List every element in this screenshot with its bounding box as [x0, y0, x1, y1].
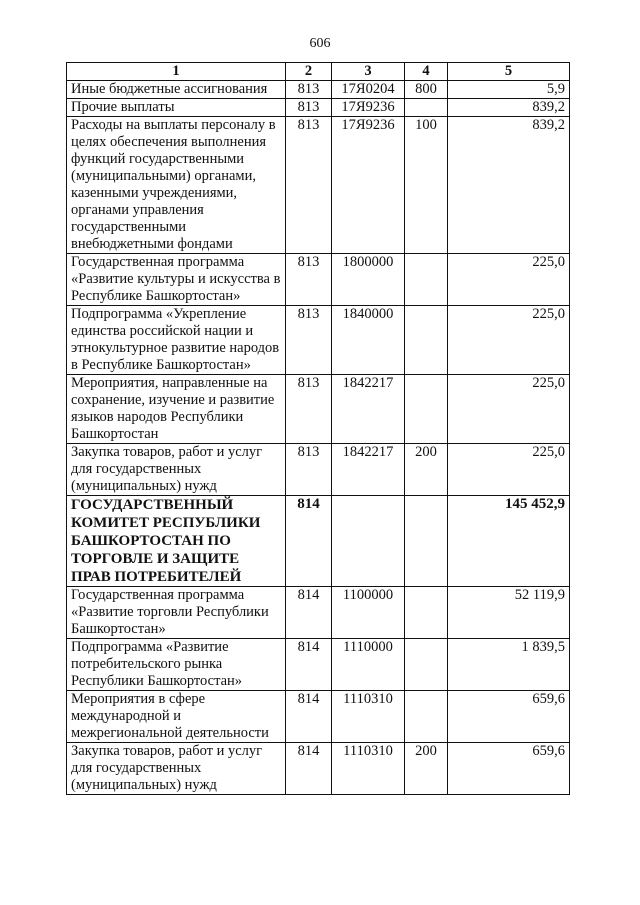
article-cell: 17Я9236: [332, 117, 405, 254]
type-cell: 800: [405, 81, 448, 99]
code-cell: 813: [286, 375, 332, 444]
name-cell: Расходы на выплаты персоналу в целях обеспечения выполнения функций государственными (муниципальными) органами, казенными учреждениями, органами управления государственными внебюджетными фондами: [67, 117, 286, 254]
article-cell: 1800000: [332, 254, 405, 306]
type-cell: [405, 691, 448, 743]
code-cell: 814: [286, 743, 332, 795]
type-cell: 200: [405, 444, 448, 496]
name-cell: Подпрограмма «Укрепление единства российской нации и этнокультурное развитие народов в Республике Башкортостан»: [67, 306, 286, 375]
name-cell: Мероприятия, направленные на сохранение, изучение и развитие языков народов Республики Башкортостан: [67, 375, 286, 444]
article-cell: 1110000: [332, 639, 405, 691]
name-cell: Государственная программа «Развитие торговли Республики Башкортостан»: [67, 587, 286, 639]
article-cell: 1842217: [332, 375, 405, 444]
table-row: [67, 639, 570, 691]
name-cell: Государственная программа «Развитие культуры и искусства в Республике Башкортостан»: [67, 254, 286, 306]
sum-cell: 52 119,9: [448, 587, 570, 639]
code-cell: 814: [286, 496, 332, 587]
table-row: [67, 375, 570, 444]
type-cell: [405, 639, 448, 691]
code-cell: 813: [286, 99, 332, 117]
type-cell: [405, 99, 448, 117]
header-cell-code: 2: [286, 63, 332, 81]
sum-cell: 839,2: [448, 99, 570, 117]
name-cell: Закупка товаров, работ и услуг для государственных (муниципальных) нужд: [67, 743, 286, 795]
name-cell: Прочие выплаты: [67, 99, 286, 117]
article-cell: 1100000: [332, 587, 405, 639]
header-row: [67, 63, 570, 81]
sum-cell: 225,0: [448, 254, 570, 306]
type-cell: [405, 254, 448, 306]
table-row: [67, 306, 570, 375]
header-cell-type: 4: [405, 63, 448, 81]
code-cell: 814: [286, 691, 332, 743]
table-row: [67, 587, 570, 639]
name-cell: ГОСУДАРСТВЕННЫЙ КОМИТЕТ РЕСПУБЛИКИ БАШКОРТОСТАН ПО ТОРГОВЛЕ И ЗАЩИТЕ ПРАВ ПОТРЕБИТЕЛЕЙ: [67, 496, 286, 587]
table-row: [67, 254, 570, 306]
header-cell-sum: 5: [448, 63, 570, 81]
sum-cell: 225,0: [448, 375, 570, 444]
table-row: [67, 81, 570, 99]
type-cell: [405, 306, 448, 375]
sum-cell: 225,0: [448, 444, 570, 496]
table-row: [67, 496, 570, 587]
type-cell: 100: [405, 117, 448, 254]
sum-cell: 225,0: [448, 306, 570, 375]
sum-cell: 145 452,9: [448, 496, 570, 587]
article-cell: [332, 496, 405, 587]
name-cell: Мероприятия в сфере международной и межрегиональной деятельности: [67, 691, 286, 743]
article-cell: 17Я0204: [332, 81, 405, 99]
budget-table: [66, 62, 570, 795]
type-cell: [405, 375, 448, 444]
article-cell: 1110310: [332, 743, 405, 795]
name-cell: Закупка товаров, работ и услуг для государственных (муниципальных) нужд: [67, 444, 286, 496]
article-cell: 1110310: [332, 691, 405, 743]
code-cell: 813: [286, 306, 332, 375]
header-cell-name: 1: [67, 63, 286, 81]
type-cell: 200: [405, 743, 448, 795]
table-row: [67, 691, 570, 743]
header-cell-article: 3: [332, 63, 405, 81]
type-cell: [405, 587, 448, 639]
code-cell: 814: [286, 639, 332, 691]
sum-cell: 659,6: [448, 691, 570, 743]
name-cell: Иные бюджетные ассигнования: [67, 81, 286, 99]
article-cell: 1842217: [332, 444, 405, 496]
sum-cell: 5,9: [448, 81, 570, 99]
type-cell: [405, 496, 448, 587]
table-row: [67, 117, 570, 254]
code-cell: 814: [286, 587, 332, 639]
table-row: [67, 444, 570, 496]
code-cell: 813: [286, 117, 332, 254]
code-cell: 813: [286, 444, 332, 496]
code-cell: 813: [286, 254, 332, 306]
article-cell: 17Я9236: [332, 99, 405, 117]
table-row: [67, 743, 570, 795]
sum-cell: 839,2: [448, 117, 570, 254]
sum-cell: 1 839,5: [448, 639, 570, 691]
code-cell: 813: [286, 81, 332, 99]
name-cell: Подпрограмма «Развитие потребительского рынка Республики Башкортостан»: [67, 639, 286, 691]
table-row: [67, 99, 570, 117]
page-number: 606: [309, 36, 331, 51]
sum-cell: 659,6: [448, 743, 570, 795]
article-cell: 1840000: [332, 306, 405, 375]
